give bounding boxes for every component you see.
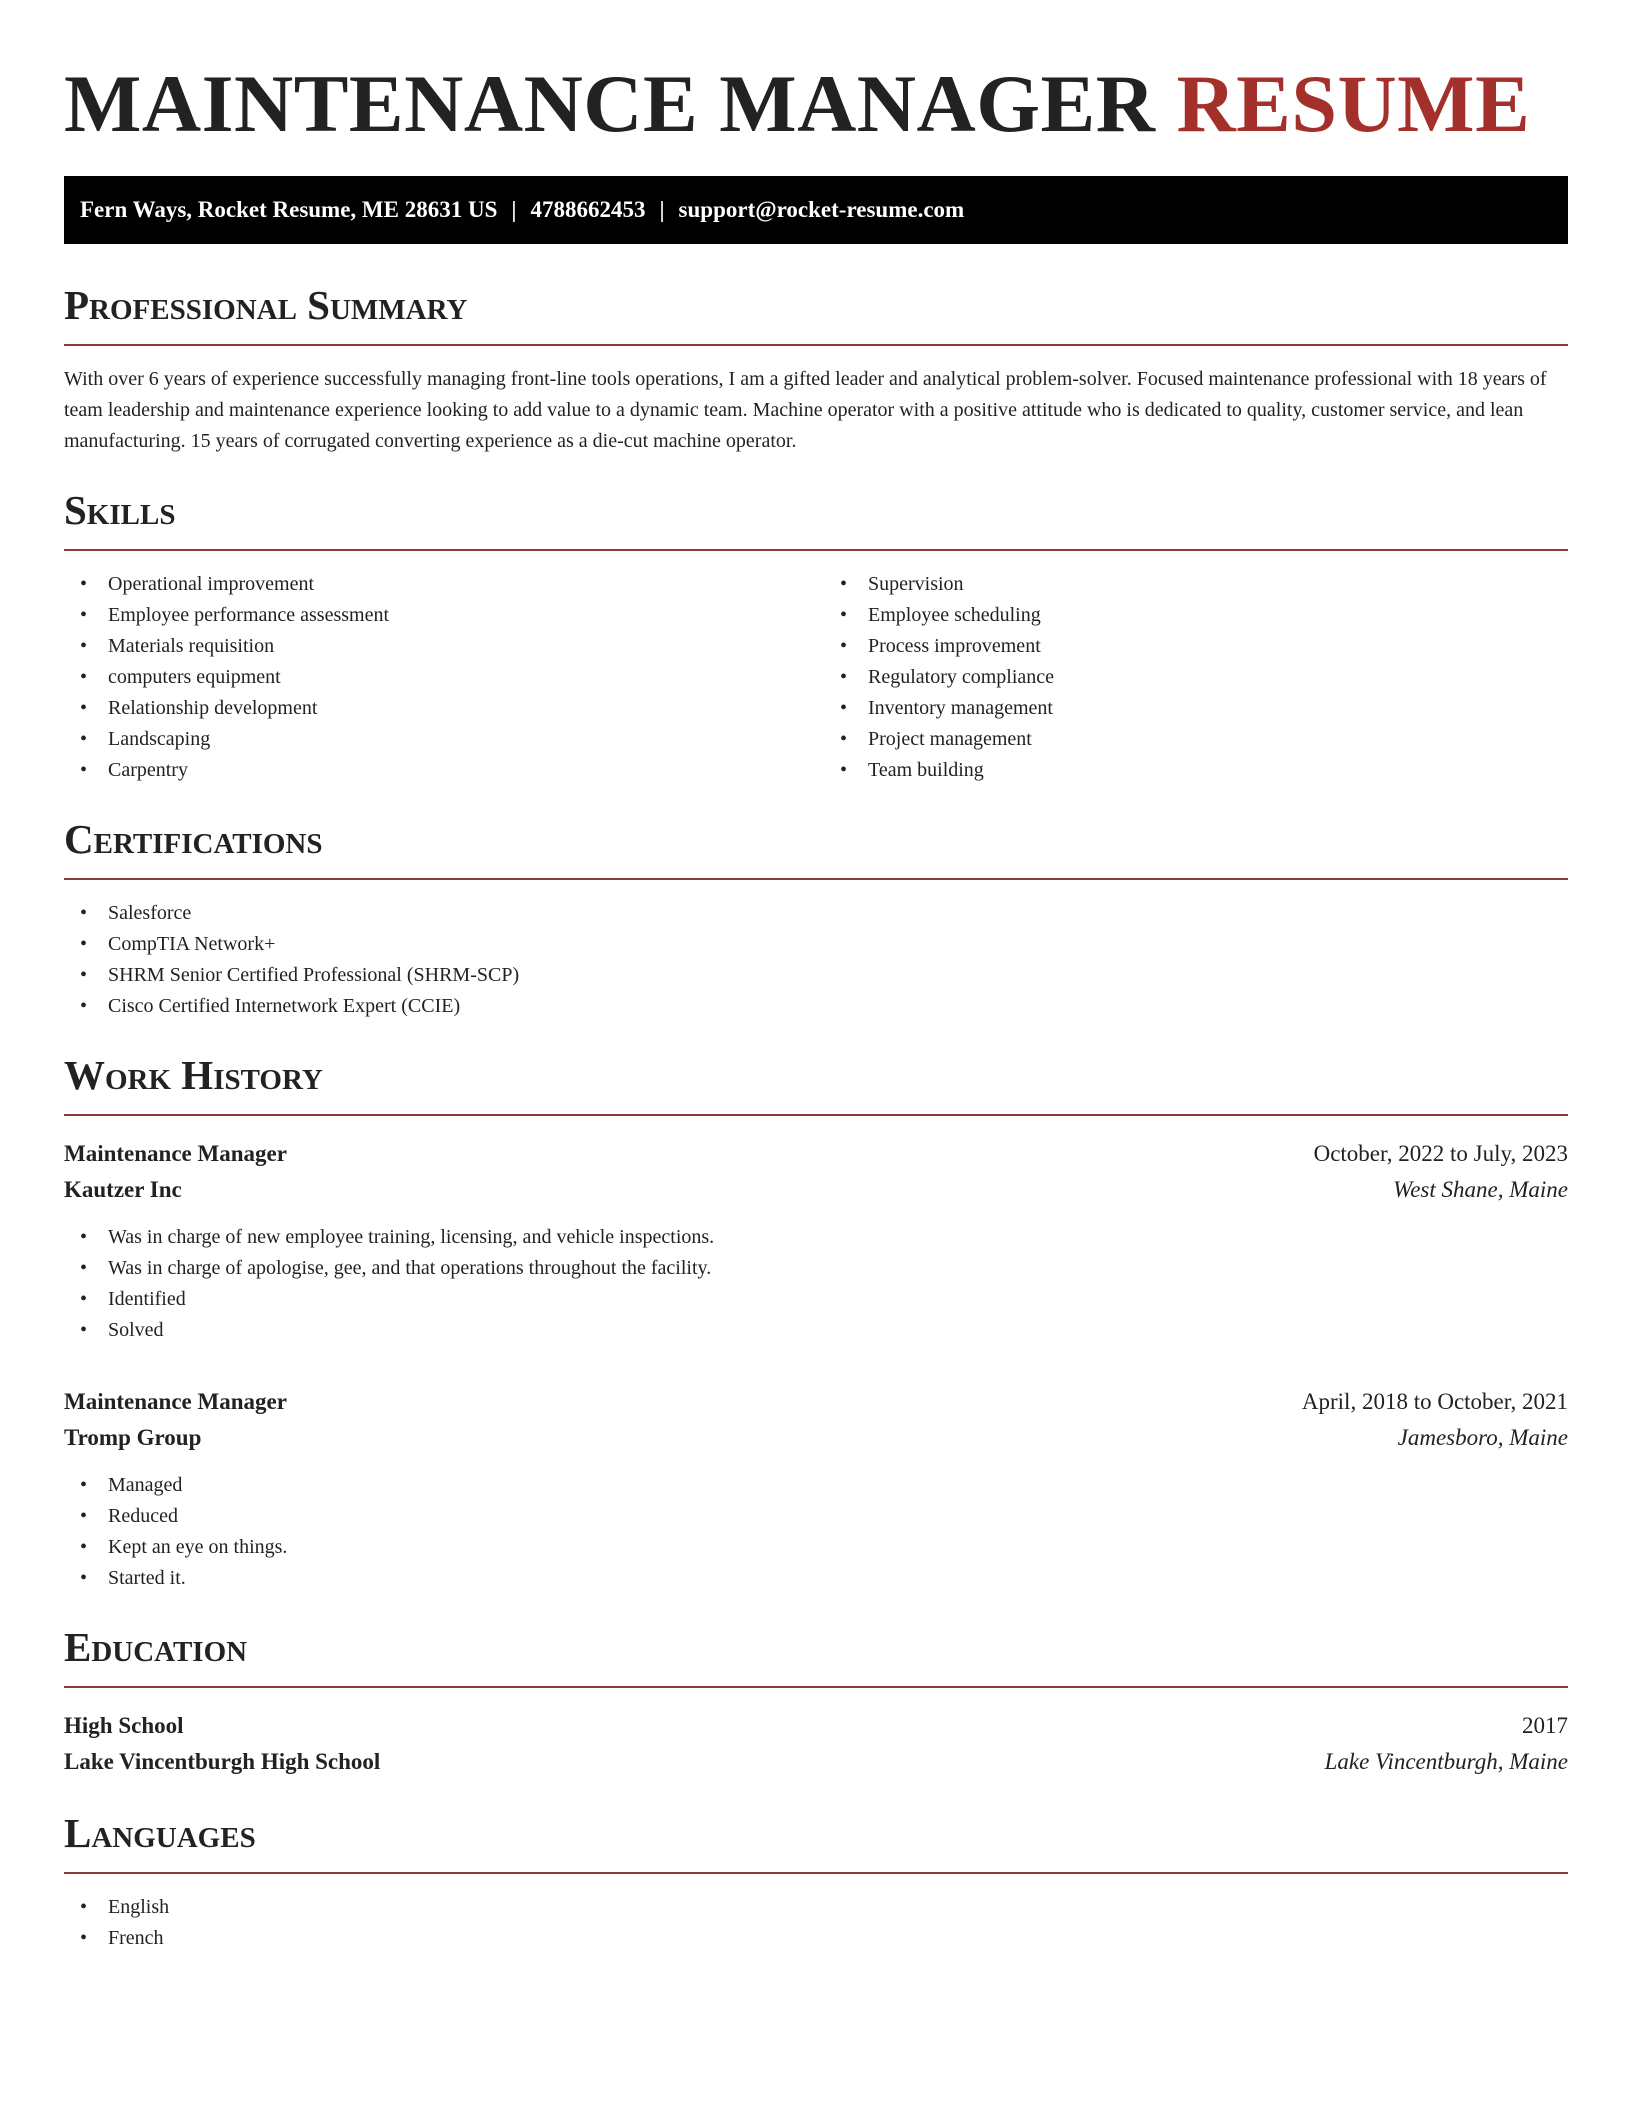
- contact-separator: |: [659, 197, 665, 222]
- job-location: Jamesboro, Maine: [1397, 1425, 1568, 1450]
- skill-item: • Materials requisition: [64, 631, 816, 662]
- education-heading: Education: [64, 1624, 248, 1670]
- skill-item: • Supervision: [824, 569, 1568, 600]
- skill-item: • Project management: [824, 724, 1568, 755]
- job-company-row: [64, 1420, 1568, 1456]
- summary-section: [64, 280, 1568, 457]
- certifications-heading: Certifications: [64, 816, 323, 862]
- skill-item: • Employee scheduling: [824, 600, 1568, 631]
- resume-page: [64, 0, 1568, 1954]
- certification-item: • Salesforce: [64, 898, 1568, 929]
- section-divider: [64, 344, 1568, 346]
- job-bullets: [64, 1470, 1568, 1594]
- job-company: Tromp Group: [64, 1425, 202, 1450]
- education-location: Lake Vincentburgh, Maine: [1324, 1749, 1568, 1774]
- education-section: [64, 1622, 1568, 1780]
- contact-address: Fern Ways, Rocket Resume, ME 28631 US: [80, 197, 498, 222]
- job-bullet: • Solved: [64, 1315, 1568, 1346]
- languages-section: [64, 1808, 1568, 1954]
- education-entry: [64, 1708, 1568, 1780]
- job-bullets: [64, 1222, 1568, 1346]
- job-location: West Shane, Maine: [1393, 1177, 1568, 1202]
- job-title-row: [64, 1384, 1568, 1420]
- job-entry: [64, 1384, 1568, 1594]
- section-divider: [64, 1872, 1568, 1874]
- job-title-row: [64, 1136, 1568, 1172]
- job-bullet: • Identified: [64, 1284, 1568, 1315]
- job-bullet: • Managed: [64, 1470, 1568, 1501]
- certification-item: • SHRM Senior Certified Professional (SHRM-SCP): [64, 960, 1568, 991]
- summary-heading: Professional Summary: [64, 282, 468, 328]
- skill-item: • Team building: [824, 755, 1568, 786]
- job-bullet: • Started it.: [64, 1563, 1568, 1594]
- section-divider: [64, 1686, 1568, 1688]
- skills-columns: [64, 551, 1568, 786]
- summary-text: With over 6 years of experience successfully managing front-line tools operations, I am a gifted leader and analytical problem-solver. Focused maintenance professional with 18 years of team leadership and maintenance experience looking to add value to a dynamic team. Machine operator with a positive attitude who is dedicated to quality, customer service, and lean manufacturing. 15 years of corrugated converting experience as a die-cut machine operator.: [64, 368, 1547, 452]
- contact-separator: |: [511, 197, 517, 222]
- skill-item: • Carpentry: [64, 755, 816, 786]
- skill-item: • Landscaping: [64, 724, 816, 755]
- certifications-section: [64, 814, 1568, 1022]
- language-item: • French: [64, 1923, 1568, 1954]
- skills-list-left: [64, 569, 816, 786]
- skills-heading: Skills: [64, 487, 176, 533]
- education-degree-row: [64, 1708, 1568, 1744]
- title-accent: RESUME: [1176, 58, 1531, 149]
- skills-list-right: [816, 569, 1568, 786]
- education-year: 2017: [1522, 1713, 1568, 1738]
- job-company: Kautzer Inc: [64, 1177, 182, 1202]
- education-school-row: [64, 1744, 1568, 1780]
- job-dates: April, 2018 to October, 2021: [1301, 1389, 1568, 1414]
- job-company-row: [64, 1172, 1568, 1208]
- contact-phone: 4788662453: [530, 197, 646, 222]
- skills-section: [64, 485, 1568, 786]
- contact-email: support@rocket-resume.com: [678, 197, 965, 222]
- job-bullet: • Reduced: [64, 1501, 1568, 1532]
- certification-item: • CompTIA Network+: [64, 929, 1568, 960]
- section-divider: [64, 878, 1568, 880]
- resume-title: [64, 0, 1568, 152]
- job-dates: October, 2022 to July, 2023: [1313, 1141, 1568, 1166]
- job-entry: [64, 1136, 1568, 1346]
- languages-list: [64, 1892, 1568, 1954]
- skill-item: • Operational improvement: [64, 569, 816, 600]
- skill-item: • Employee performance assessment: [64, 600, 816, 631]
- education-degree: High School: [64, 1713, 184, 1738]
- certifications-list: [64, 898, 1568, 1022]
- skill-item: • Inventory management: [824, 693, 1568, 724]
- languages-heading: Languages: [64, 1810, 256, 1856]
- language-item: • English: [64, 1892, 1568, 1923]
- certification-item: • Cisco Certified Internetwork Expert (CCIE): [64, 991, 1568, 1022]
- section-divider: [64, 1114, 1568, 1116]
- skill-item: • Regulatory compliance: [824, 662, 1568, 693]
- work-history-heading: Work History: [64, 1052, 323, 1098]
- job-bullet: • Was in charge of apologise, gee, and that operations throughout the facility.: [64, 1253, 1568, 1284]
- skill-item: • computers equipment: [64, 662, 816, 693]
- contact-bar: [64, 176, 1568, 244]
- education-school: Lake Vincentburgh High School: [64, 1749, 381, 1774]
- job-title: Maintenance Manager: [64, 1141, 287, 1166]
- title-main: MAINTENANCE MANAGER: [64, 58, 1156, 149]
- job-bullet: • Was in charge of new employee training, licensing, and vehicle inspections.: [64, 1222, 1568, 1253]
- job-bullet: • Kept an eye on things.: [64, 1532, 1568, 1563]
- job-title: Maintenance Manager: [64, 1389, 287, 1414]
- work-history-section: [64, 1050, 1568, 1594]
- skill-item: • Relationship development: [64, 693, 816, 724]
- skill-item: • Process improvement: [824, 631, 1568, 662]
